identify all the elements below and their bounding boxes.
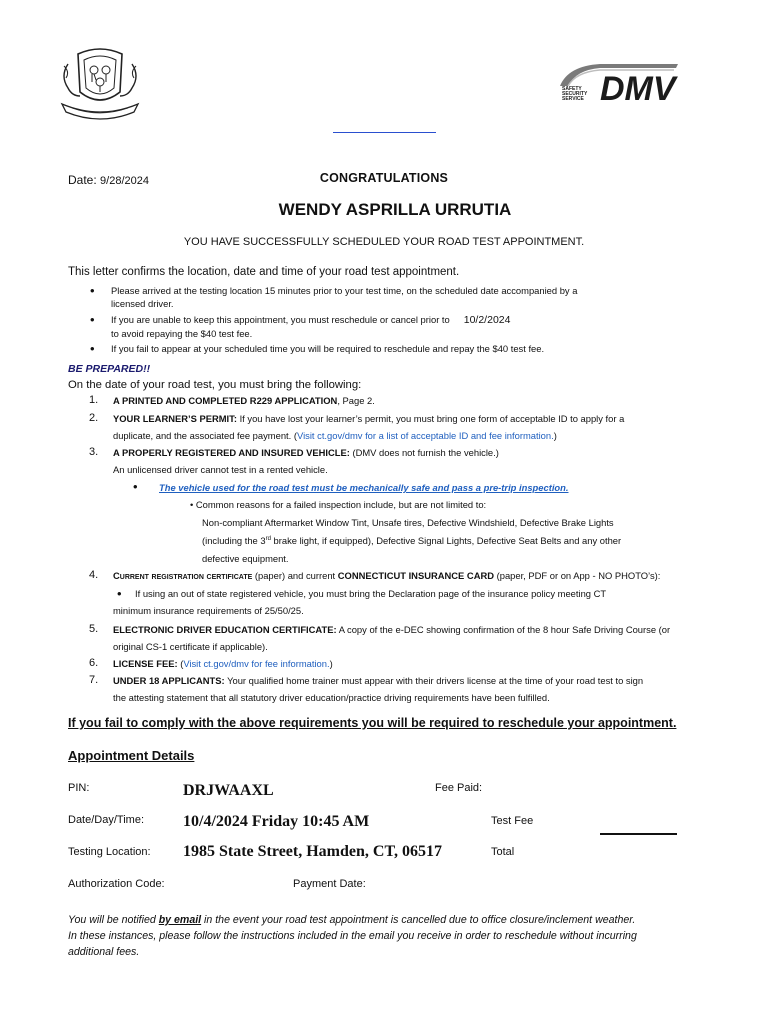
datetime-label: Date/Day/Time: bbox=[68, 814, 145, 826]
be-prepared-heading: BE PREPARED!! bbox=[68, 363, 151, 375]
requirement-item-7 bbox=[113, 672, 703, 706]
footer-part2: in the event your road test appointment is cancelled due to office closure/inclement weather. bbox=[201, 914, 636, 926]
bullet-reschedule bbox=[111, 313, 711, 340]
bullet-reschedule-line1: If you are unable to keep this appointment, you must reschedule or cancel prior to bbox=[111, 314, 450, 325]
bullet-marker: • bbox=[90, 283, 95, 298]
reasons-line3-sup: rd bbox=[265, 536, 271, 542]
bring-following-line: On the date of your road test, you must bring the following: bbox=[68, 379, 362, 391]
item6-open: ( bbox=[177, 658, 184, 669]
dmv-logo bbox=[560, 60, 684, 104]
item3-line2: An unlicensed driver cannot test in a rented vehicle. bbox=[113, 464, 328, 475]
dmv-logo-subtext-2: SECURITY bbox=[562, 91, 588, 97]
reasons-line4: defective equipment. bbox=[202, 552, 289, 564]
reasons-line2: Non-compliant Aftermarket Window Tint, Unsafe tires, Defective Windshield, Defective Brake Lights bbox=[202, 516, 614, 528]
item3-bold: A PROPERLY REGISTERED AND INSURED VEHICLE: bbox=[113, 447, 350, 458]
item-number: 1. bbox=[89, 394, 99, 406]
bullet-fail: If you fail to appear at your scheduled time you will be required to reschedule and repay the $40 test fee. bbox=[111, 343, 545, 354]
fee-paid-label: Fee Paid: bbox=[435, 782, 483, 794]
item5-rest: A copy of the e-DEC showing confirmation of the 8 hour Safe Driving Course (or bbox=[336, 624, 671, 635]
confirm-line: This letter confirms the location, date and time of your road test appointment. bbox=[68, 266, 460, 278]
requirement-item-1 bbox=[113, 392, 703, 409]
fee-information-link[interactable]: Visit ct.gov/dmv for fee information. bbox=[183, 658, 330, 669]
item-number: 2. bbox=[89, 412, 99, 424]
footer-line2: In these instances, please follow the instructions included in the email you receive in order to reschedule without incurring bbox=[68, 930, 637, 942]
reasons-line3b: brake light, if equipped), Defective Signal Lights, Defective Seat Belts and any other bbox=[270, 535, 622, 547]
recipient-name: WENDY ASPRILLA URRUTIA bbox=[278, 200, 512, 219]
item6-close: ) bbox=[329, 658, 333, 669]
item-number: 7. bbox=[89, 674, 99, 686]
requirement-item-5 bbox=[113, 621, 703, 655]
dmv-logo-text: DMV bbox=[600, 70, 676, 104]
header-divider-line bbox=[333, 132, 436, 133]
item2-rest-line2: duplicate, and the associated fee payment. ( bbox=[113, 430, 297, 441]
item7-bold: UNDER 18 APPLICANTS: bbox=[113, 675, 225, 686]
item-number: 4. bbox=[89, 569, 99, 581]
bullet-marker: • bbox=[90, 341, 95, 356]
testing-location-label: Testing Location: bbox=[68, 846, 151, 858]
item2-close: ) bbox=[553, 430, 557, 441]
requirement-item-2 bbox=[113, 410, 703, 444]
pin-label: PIN: bbox=[68, 782, 90, 794]
item4-mid: (paper) and current bbox=[252, 570, 338, 581]
connecticut-seal-logo bbox=[58, 46, 142, 122]
item7-rest: Your qualified home trainer must appear with their drivers license at the time of your road test to sign bbox=[224, 675, 644, 686]
item-number: 5. bbox=[89, 623, 99, 635]
item4-bold2: CONNECTICUT INSURANCE CARD bbox=[337, 570, 494, 581]
item4-rest: (paper, PDF or on App - NO PHOTO’s): bbox=[494, 570, 661, 581]
item5-bold: ELECTRONIC DRIVER EDUCATION CERTIFICATE: bbox=[113, 624, 337, 635]
cancellation-notice bbox=[68, 912, 708, 960]
scheduled-confirmation: YOU HAVE SUCCESSFULLY SCHEDULED YOUR ROAD TEST APPOINTMENT. bbox=[183, 236, 585, 248]
requirement-item-3 bbox=[113, 444, 703, 478]
item3-rest: (DMV does not furnish the vehicle.) bbox=[349, 447, 499, 458]
date-label: Date: bbox=[68, 173, 97, 187]
item4-sub-line1: If using an out of state registered vehicle, you must bring the Declaration page of the insurance policy meeting CT bbox=[135, 588, 607, 599]
inspection-reasons: • Common reasons for a failed inspection include, but are not limited to: Non-compliant Aftermarket Window Tint, Unsafe tires, Defective Windshield, Defective Brake Lights (including the 3rd brake light, if equipped), Defective Signal Lights, Defective Seat Belts and any other defective equipment. bbox=[190, 496, 710, 567]
reasons-line1: Common reasons for a failed inspection include, but are not limited to: bbox=[195, 499, 487, 510]
footer-part1: You will be notified bbox=[68, 914, 159, 926]
total-label: Total bbox=[491, 846, 515, 858]
reschedule-deadline-date: 10/2/2024 bbox=[463, 314, 511, 326]
item1-rest: , Page 2. bbox=[337, 395, 375, 406]
dmv-logo-subtext-1: SAFETY bbox=[562, 86, 582, 92]
dmv-logo-subtext-3: SERVICE bbox=[562, 96, 584, 102]
bullet-arrive-line1: Please arrived at the testing location 15 minutes prior to your test time, on the scheduled date accompanied by a bbox=[111, 285, 578, 296]
footer-line3: additional fees. bbox=[68, 946, 140, 958]
payment-date-label: Payment Date: bbox=[293, 878, 366, 890]
pin-value: DRJWAAXL bbox=[183, 782, 274, 799]
footer-emphasis: by email bbox=[158, 914, 202, 926]
bullet-reschedule-line2: to avoid repaying the $40 test fee. bbox=[111, 328, 253, 339]
authorization-code-label: Authorization Code: bbox=[68, 878, 165, 890]
item5-line2: original CS-1 certificate if applicable). bbox=[113, 641, 268, 652]
reasons-line3a: (including the 3 bbox=[202, 535, 266, 547]
item1-bold: A PRINTED AND COMPLETED R229 APPLICATION bbox=[113, 395, 338, 406]
test-fee-label: Test Fee bbox=[491, 815, 534, 827]
item4-sub bbox=[113, 585, 703, 619]
fee-underline bbox=[600, 833, 677, 835]
testing-location-value: 1985 State Street, Hamden, CT, 06517 bbox=[183, 843, 442, 860]
item6-bold: LICENSE FEE: bbox=[113, 658, 178, 669]
item2-rest-line1: If you have lost your learner’s permit, you must bring one form of acceptable ID to apply for a bbox=[236, 413, 625, 424]
appointment-details-heading: Appointment Details bbox=[68, 748, 195, 763]
item4-bold1: Current registration certificate bbox=[113, 570, 253, 581]
item-number: 3. bbox=[89, 446, 99, 458]
item7-line2: the attesting statement that all statutory driver education/practice driving requirements have been fulfilled. bbox=[113, 692, 550, 703]
item2-bold: YOUR LEARNER’S PERMIT: bbox=[113, 413, 237, 424]
bullet-marker: • bbox=[90, 312, 95, 327]
datetime-value: 10/4/2024 Friday 10:45 AM bbox=[183, 813, 370, 830]
item-number: 6. bbox=[89, 657, 99, 669]
requirement-item-6 bbox=[113, 655, 703, 672]
bullet-marker: • bbox=[117, 586, 122, 601]
bullet-arrive-line2: licensed driver. bbox=[111, 298, 174, 309]
requirement-item-4 bbox=[113, 567, 703, 584]
vehicle-inspection-link[interactable]: The vehicle used for the road test must be mechanically safe and pass a pre-trip inspection. bbox=[159, 482, 569, 493]
item4-sub-line2: minimum insurance requirements of 25/50/25. bbox=[113, 605, 304, 616]
bullet-arrive bbox=[111, 284, 711, 310]
bullet-marker: • bbox=[133, 479, 138, 494]
compliance-warning: If you fail to comply with the above requirements you will be required to reschedule your appointment. bbox=[68, 716, 677, 730]
congratulations-heading: CONGRATULATIONS bbox=[319, 171, 449, 185]
date-value: 9/28/2024 bbox=[100, 175, 149, 187]
acceptable-id-link[interactable]: Visit ct.gov/dmv for a list of acceptable ID and fee information. bbox=[296, 430, 554, 441]
